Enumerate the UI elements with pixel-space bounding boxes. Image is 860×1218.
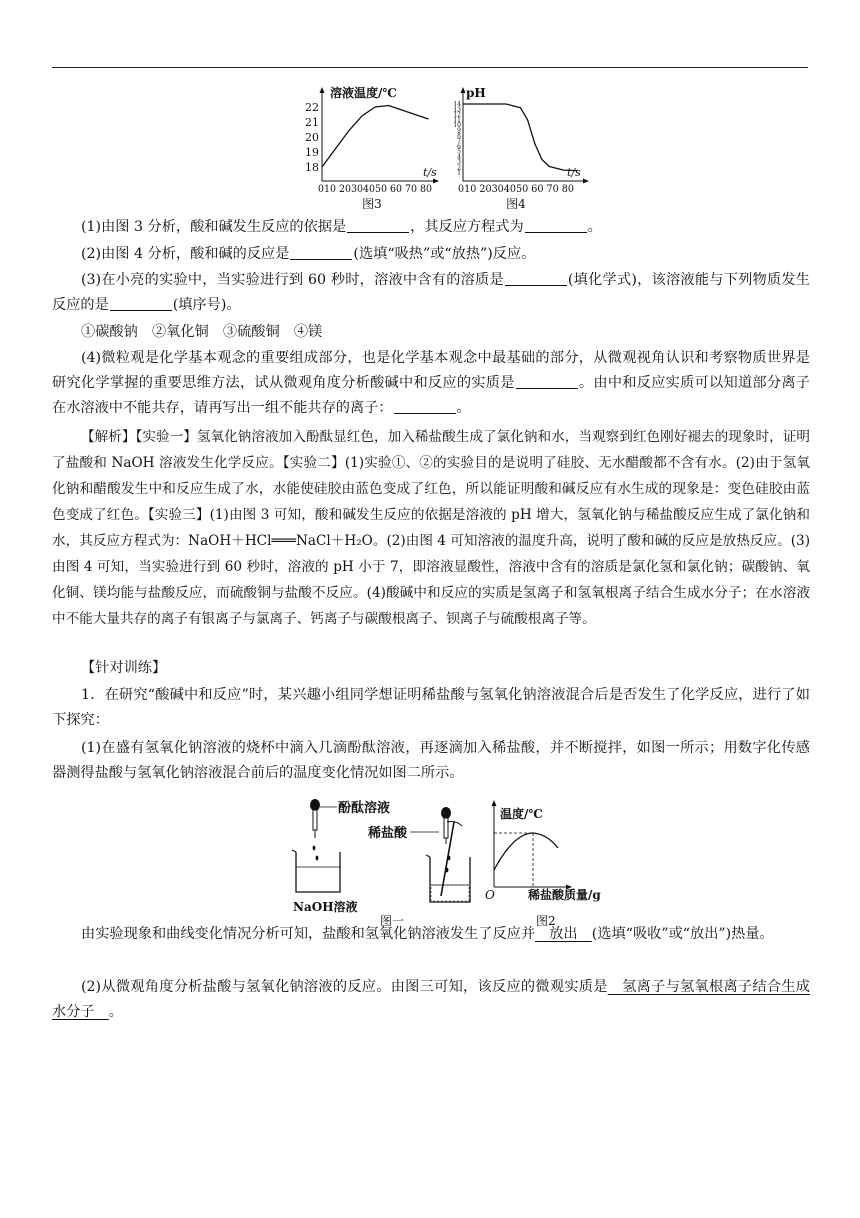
fig3-x-arrow [433, 179, 439, 184]
fig4-xlabel: t/s [567, 166, 581, 179]
training-answer-1: 由实验现象和曲线变化情况分析可知，盐酸和氢氧化钠溶液发生了反应并 放出 (选填“吸收”或“放出”)热量。 [81, 926, 774, 942]
fig4-ytick: 12 [453, 111, 461, 119]
fig4-ytick: 8 [457, 132, 461, 140]
fig3-ytick: 21 [305, 116, 319, 129]
answer-blank [525, 218, 587, 233]
question-1: (1)由图 3 分析，酸和碱发生反应的依据是 ，其反应方程式为 。 [81, 219, 602, 235]
fig3-caption: 图3 [362, 197, 382, 211]
beaker-icon [292, 846, 340, 892]
label-dilute-hcl: 稀盐酸 [368, 826, 408, 841]
fig4-caption: 图4 [506, 197, 526, 211]
fig4-x-arrow [583, 179, 589, 184]
fig3-xticks: 010 20304050 60 70 80 [318, 183, 432, 195]
analysis-paragraph: 【解析】【实验一】氢氧化钠溶液加入酚酞显红色，加入稀盐酸生成了氯化钠和水，当观察到红色刚好褪去的现象时，证明了盐酸和 NaOH 溶液发生化学反应。【实验二】(1)实验①、②的实验目的是说明了硅胶、无水醋酸都不含有水。(2)由于氢氧化钠和醋酸发生中和反应生成了水，水能使硅胶由蓝色变成了红色，所以能证明酸和碱反应有水生成的现象是：变色硅胶由蓝色变成了红色。【实验三】(1)由图 3 可知，酸和碱发生反应的依据是溶液的 pH 增大，氢氧化钠与稀盐酸反应生成了氯化钠和水，其反应方程式为：NaOH＋HCl═══NaCl＋H₂O。(2)由图 4 可知溶液的温度升高，说明了酸和碱的反应是放热反应。(3)由图 4 可知，当实验进行到 60 秒时，溶液的 pH 小于 7，即溶液显酸性，溶液中含有的溶质是氯化氢和氯化钠；碳酸钠、氧化铜、镁均能与盐酸反应，而硫酸铜与盐酸不反应。(4)酸碱中和反应的实质是氢离子和氢氧根离子结合生成水分子；在水溶液中不能大量共存的离子有银离子与氯离子、钙离子与碳酸根离子、钡离子与硫酸根离子等。 [52, 429, 810, 627]
dropper-icon [310, 799, 320, 838]
fig3-ytick: 18 [305, 161, 319, 174]
answer-blank [347, 218, 409, 233]
fig2-ylabel: 温度/℃ [500, 807, 543, 821]
fig2-curve [494, 833, 558, 870]
figure-2-temperature-chart [485, 800, 601, 928]
caption-figure-2: 图2 [536, 914, 556, 928]
fig4-ytick: 3 [457, 159, 461, 167]
training-question-1-part-1: (1)在盛有氢氧化钠溶液的烧杯中滴入几滴酚酞溶液，再逐滴加入稀盐酸，并不断搅拌，如图一所示；用数字化传感器测得盐酸与氢氧化钠溶液混合前后的温度变化情况如图二所示。 [52, 740, 810, 781]
fig4-ytick: 6 [457, 143, 461, 151]
fig3-yticks [305, 101, 319, 174]
answer-blank [290, 245, 352, 260]
fig3-ytick: 19 [305, 146, 319, 159]
fig3-ytick: 22 [305, 101, 319, 114]
training-heading: 【针对训练】 [81, 660, 167, 676]
fig4-ytick: 1 [457, 169, 461, 177]
answer-blank [505, 271, 567, 286]
question-2: (2)由图 4 分析，酸和碱的反应是 (选填“吸热”或“放热”)反应。 [81, 246, 536, 262]
dropper-icon [441, 807, 451, 844]
fig3-ylabel: 溶液温度/℃ [330, 86, 397, 100]
fig4-line [463, 104, 578, 171]
fig4-ylabel: pH [466, 86, 486, 100]
figure-1-2-illustration [282, 792, 622, 928]
fig3-y-arrow [320, 87, 325, 93]
figure-4-ph-chart [452, 84, 592, 212]
training-question-1-intro: 1．在研究“酸碱中和反应”时，某兴趣小组同学想证明稀盐酸与氢氧化钠溶液混合后是否发生了化学反应，进行了如下探究： [52, 687, 810, 728]
fig3-line [322, 106, 428, 168]
fig4-ytick: 9 [457, 127, 461, 135]
fig4-ytick: 7 [457, 138, 461, 145]
header-rule [52, 67, 808, 68]
question-3-options: ①碳酸钠 ②氧化铜 ③硫酸铜 ④镁 [81, 324, 323, 340]
fig4-xticks: 010 20304050 60 70 80 [458, 183, 574, 195]
fig4-ytick: 11 [453, 116, 461, 124]
fig4-y-arrow [461, 87, 466, 93]
question-3: (3)在小亮的实验中，当实验进行到 60 秒时，溶液中含有的溶质是 (填化学式)，该溶液能与下列物质发生反应的是 (填序号)。 [52, 272, 810, 313]
answer-blank [516, 374, 578, 389]
fig2-origin: O [485, 888, 495, 902]
label-naoh-solution: NaOH溶液 [293, 900, 358, 914]
answer-blank [110, 296, 172, 311]
fig4-ytick: 5 [457, 148, 461, 156]
training-answer-2: (2)从微观角度分析盐酸与氢氧化钠溶液的反应。由图三可知，该反应的微观实质是 氢离子与氢氧根离子结合生成水分子 。 [52, 979, 810, 1020]
fig4-ytick: 4 [457, 153, 461, 161]
label-phenolphthalein: 酚酞溶液 [338, 801, 391, 816]
filled-answer: 放出 [535, 926, 592, 942]
filled-answer: 氢离子与氢氧根离子结合生成水分子 [52, 979, 810, 1020]
fig4-ytick: 14 [453, 101, 461, 108]
beaker-icon [426, 855, 470, 902]
fig4-yticks [453, 101, 461, 177]
fig2-xlabel: 稀盐酸质量/g [528, 888, 601, 902]
fig4-ytick: 13 [453, 106, 461, 114]
fig4-ytick: 10 [453, 122, 461, 130]
fig3-xlabel: t/s [423, 166, 437, 179]
answer-blank [394, 399, 456, 414]
caption-figure-1: 图一 [380, 914, 405, 928]
figure-3-temperature-chart [300, 84, 440, 212]
fig4-ytick: 2 [457, 164, 461, 172]
question-4: (4)微粒观是化学基本观念的重要组成部分，也是化学基本观念中最基础的部分，从微观视角认识和考察物质世界是研究化学掌握的重要思维方法，试从微观角度分析酸碱中和反应的实质是 。由中和反应实质可以知道部分离子在水溶液中不能共存，请再写出一组不能共存的离子： 。 [52, 350, 810, 416]
fig3-ytick: 20 [305, 131, 319, 144]
